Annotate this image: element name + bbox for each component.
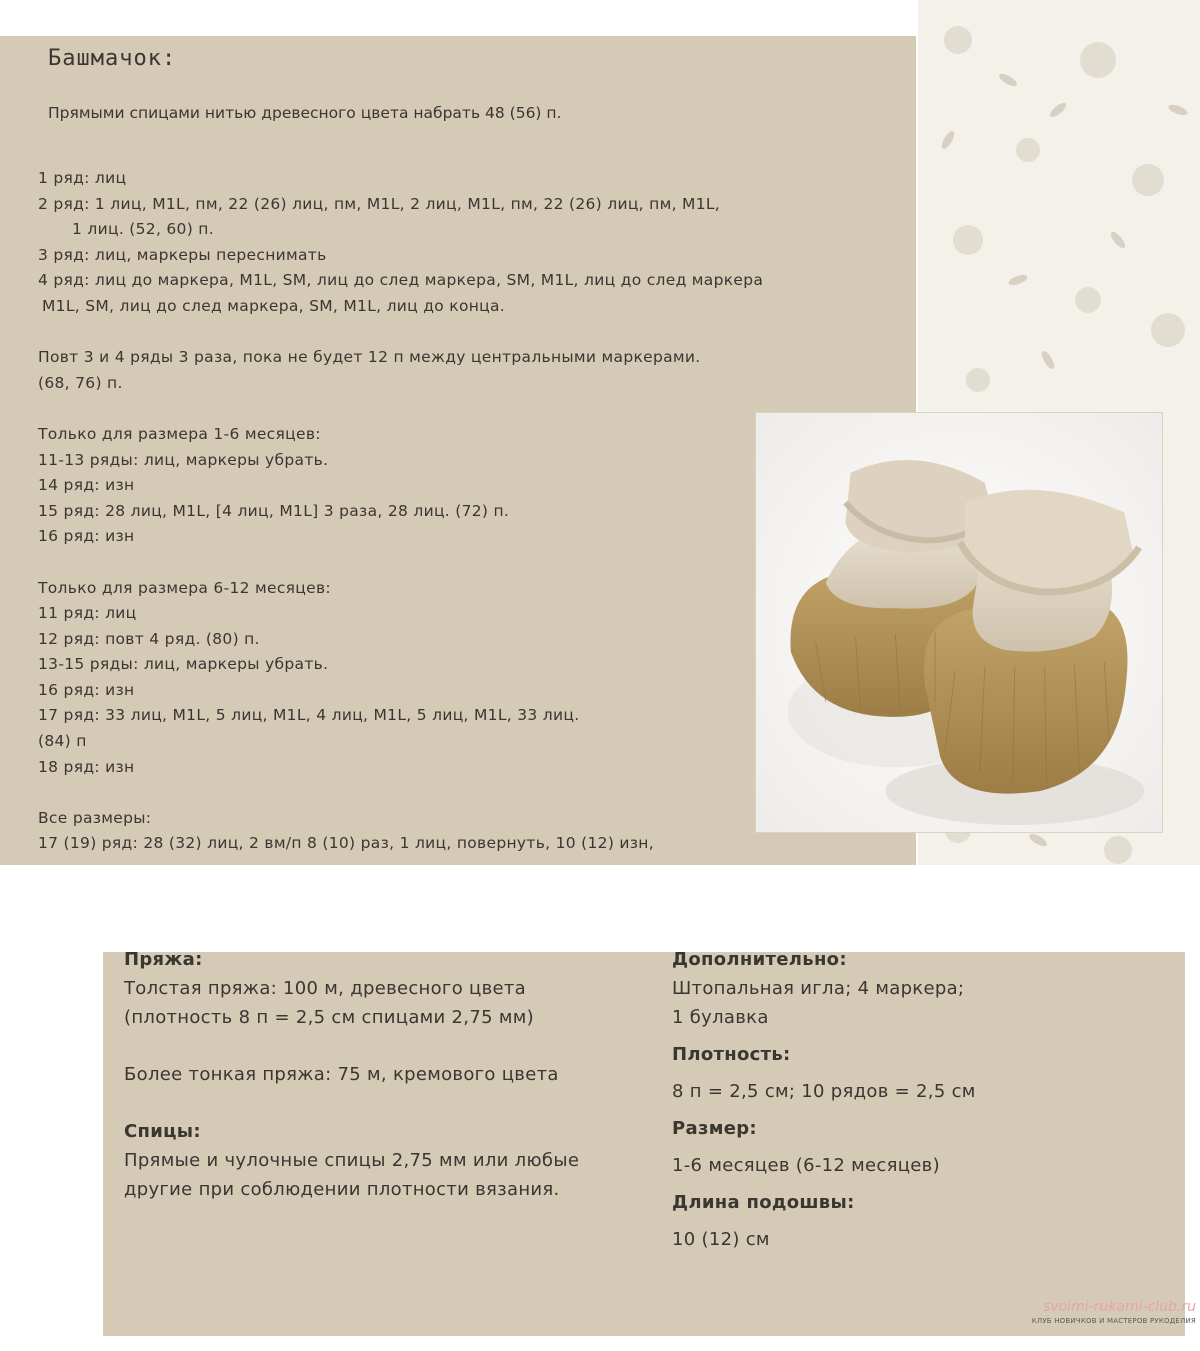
step-line: 16 ряд: изн — [38, 527, 135, 546]
step-line: 2 ряд: 1 лиц, M1L, пм, 22 (26) лиц, пм, M1L, 2 лиц, M1L, пм, 22 (26) лиц, пм, M1L, — [38, 194, 721, 213]
needles-line: Прямые и чулочные спицы 2,75 мм или любые — [124, 1150, 580, 1171]
step-line: 1 лиц. (52, 60) п. — [72, 220, 214, 239]
needles-line: другие при соблюдении плотности вязания. — [124, 1179, 560, 1200]
step-line: 13-15 ряды: лиц, маркеры убрать. — [38, 655, 329, 674]
step-line: 4 ряд: лиц до маркера, M1L, SM, лиц до след маркера, SM, M1L, лиц до след маркера — [38, 271, 764, 290]
size-heading: Все размеры: — [38, 808, 152, 827]
size-heading: Только для размера 1-6 месяцев: — [38, 424, 321, 443]
extra-heading: Дополнительно: — [672, 949, 847, 970]
step-line: 11-13 ряды: лиц, маркеры убрать. — [38, 450, 329, 469]
extra-line: Штопальная игла; 4 маркера; — [672, 978, 965, 999]
sole-line: 10 (12) см — [672, 1229, 770, 1250]
bootie-image-icon — [756, 413, 1162, 832]
gauge-heading: Плотность: — [672, 1044, 791, 1065]
size-line: 1-6 месяцев (6-12 месяцев) — [672, 1155, 940, 1176]
step-line: 17 (19) ряд: 28 (32) лиц, 2 вм/п 8 (10) раз, 1 лиц, повернуть, 10 (12) изн, — [38, 834, 654, 853]
step-line: M1L, SM, лиц до след маркера, SM, M1L, лиц до конца. — [42, 296, 506, 315]
yarn-line: (плотность 8 п = 2,5 см спицами 2,75 мм) — [124, 1007, 534, 1028]
sole-heading: Длина подошвы: — [672, 1192, 855, 1213]
step-line: 12 ряд: повт 4 ряд. (80) п. — [38, 629, 260, 648]
yarn-line: Более тонкая пряжа: 75 м, кремового цвета — [124, 1064, 559, 1085]
watermark-url: svoimi-rukami-club.ru — [1043, 1299, 1196, 1315]
size-heading: Только для размера 6-12 месяцев: — [38, 578, 331, 597]
yarn-line: Толстая пряжа: 100 м, древесного цвета — [124, 978, 526, 999]
step-line: 3 ряд: лиц, маркеры переснимать — [38, 245, 327, 264]
step-line: 14 ряд: изн — [38, 476, 135, 495]
pattern-title: Башмачок: — [48, 46, 177, 71]
pattern-intro: Прямыми спицами нитью древесного цвета набрать 48 (56) п. — [48, 104, 562, 122]
extra-line: 1 булавка — [672, 1007, 769, 1028]
materials-right-column — [672, 945, 1172, 1254]
materials-left-column — [124, 945, 654, 1204]
step-line: Повт 3 и 4 ряды 3 раза, пока не будет 12 п между центральными маркерами. — [38, 348, 701, 367]
yarn-heading: Пряжа: — [124, 949, 203, 970]
step-line: 1 ряд: лиц — [38, 169, 127, 187]
size-heading: Размер: — [672, 1118, 757, 1139]
bootie-photo — [755, 412, 1163, 833]
step-line: (68, 76) п. — [38, 373, 123, 392]
step-line: 15 ряд: 28 лиц, M1L, [4 лиц, M1L] 3 раза, 28 лиц. (72) п. — [38, 501, 510, 520]
step-line: 16 ряд: изн — [38, 680, 135, 699]
step-line: 11 ряд: лиц — [38, 604, 137, 623]
watermark-subtitle: КЛУБ НОВИЧКОВ И МАСТЕРОВ РУКОДЕЛИЯ — [1031, 1317, 1196, 1325]
step-line: 17 ряд: 33 лиц, M1L, 5 лиц, M1L, 4 лиц, M1L, 5 лиц, M1L, 33 лиц. — [38, 706, 580, 725]
site-watermark — [996, 1299, 1196, 1325]
step-line: (84) п — [38, 732, 87, 751]
gauge-line: 8 п = 2,5 см; 10 рядов = 2,5 см — [672, 1081, 976, 1102]
needles-heading: Спицы: — [124, 1121, 201, 1142]
step-line: 18 ряд: изн — [38, 757, 135, 776]
